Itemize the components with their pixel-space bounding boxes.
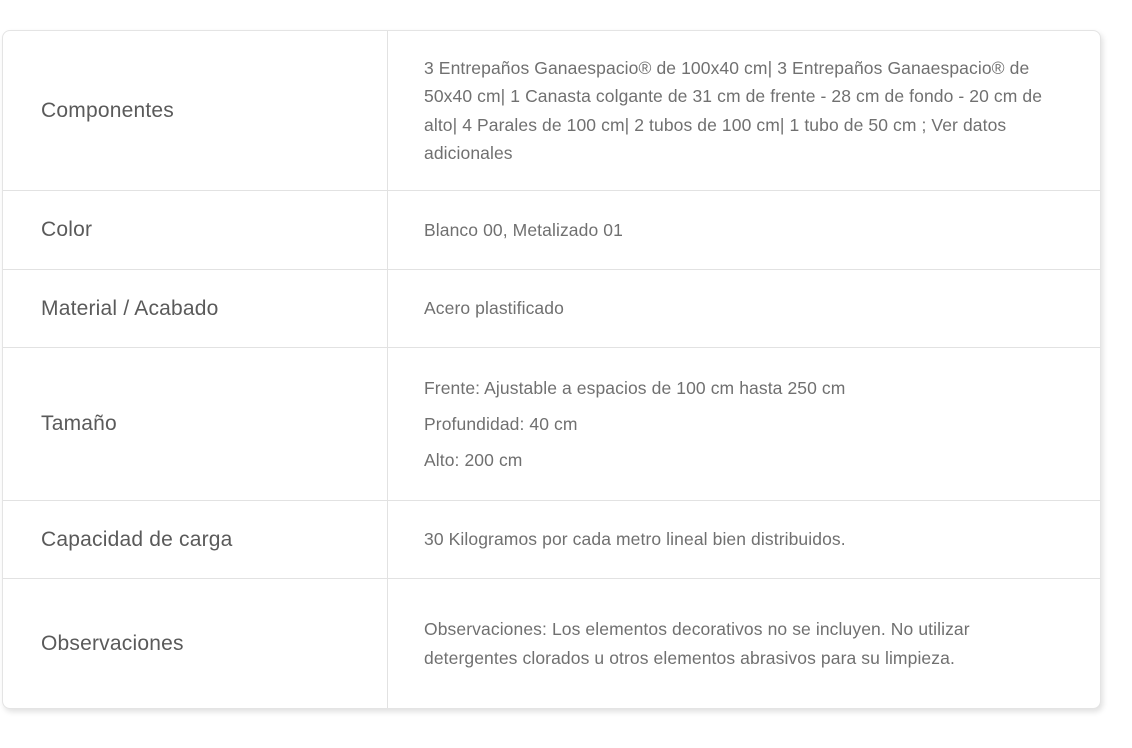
spec-value <box>388 501 1100 578</box>
spec-value <box>388 579 1100 708</box>
spec-value-text: Acero plastificado <box>424 298 564 319</box>
spec-label: Color <box>3 191 388 269</box>
spec-value <box>388 270 1100 347</box>
spec-row-color <box>3 190 1100 269</box>
specifications-table <box>2 30 1101 709</box>
spec-value-text: 30 Kilogramos por cada metro lineal bien distribuidos. <box>424 529 846 550</box>
spec-label: Tamaño <box>3 348 388 500</box>
spec-label: Capacidad de carga <box>3 501 388 578</box>
spec-row-material <box>3 269 1100 347</box>
spec-value-text: 3 Entrepaños Ganaespacio® de 100x40 cm| 3 Entrepaños Ganaespacio® de 50x40 cm| 1 Canasta colgante de 31 cm de frente - 28 cm de fondo - 20 cm de alto| 4 Parales de 100 cm| 2 tubos de 100 cm| 1 tubo de 50 cm ; Ver datos adicionales <box>424 57 1043 163</box>
spec-value-text: Observaciones: Los elementos decorativos no se incluyen. No utilizar detergentes clorados u otros elementos abrasivos para su limpieza. <box>424 619 970 668</box>
spec-value-profundidad: Profundidad: 40 cm <box>424 414 578 434</box>
spec-value-frente: Frente: Ajustable a espacios de 100 cm hasta 250 cm <box>424 378 846 398</box>
spec-row-tamano <box>3 347 1100 500</box>
spec-row-capacidad <box>3 500 1100 578</box>
spec-value <box>388 31 1100 190</box>
spec-value <box>388 348 1100 500</box>
spec-value-text: Blanco 00, Metalizado 01 <box>424 219 623 240</box>
spec-value-alto: Alto: 200 cm <box>424 450 523 470</box>
spec-value <box>388 191 1100 269</box>
spec-label: Componentes <box>3 31 388 190</box>
spec-label: Material / Acabado <box>3 270 388 347</box>
spec-row-observaciones <box>3 578 1100 708</box>
spec-row-componentes <box>3 31 1100 190</box>
spec-label: Observaciones <box>3 579 388 708</box>
